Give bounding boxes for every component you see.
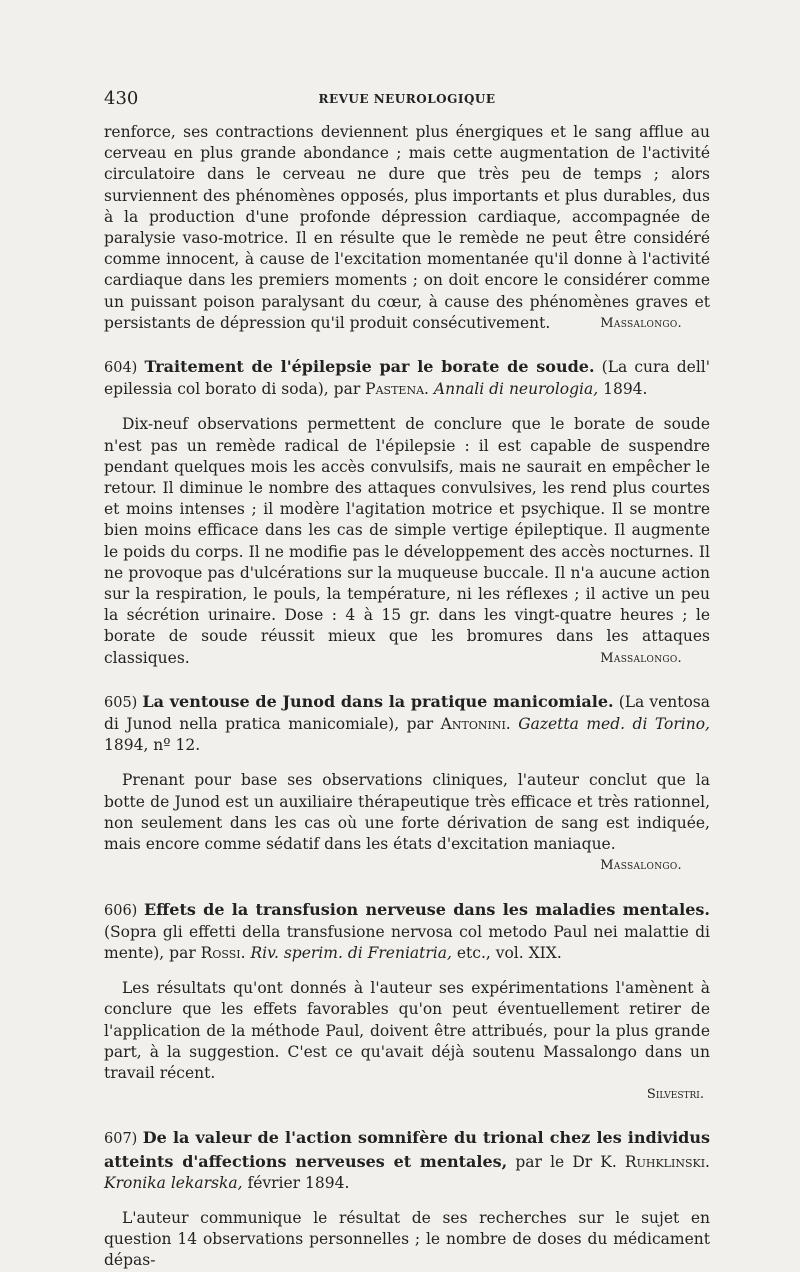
running-title: REVUE NEUROLOGIQUE	[318, 92, 496, 106]
entry-details: etc., vol. XIX.	[456, 943, 562, 962]
entry-original-title: (La ventosa di Junod nella pratica manicomiale), par	[104, 692, 710, 734]
entry-journal: Gazetta med. di Torino,	[518, 715, 710, 734]
abstract-entry	[104, 1127, 710, 1271]
entry-number: 605)	[104, 694, 138, 711]
continuation-text: renforce, ses contractions deviennent plus énergiques et le sang afflue au cerveau en plus grande abondance ; mais cette augmentation de l'activité circulatoire dans le cerveau ne dure que très peu de temps ; alors surviennent des phénomènes opposés, plus importants et plus durables, dus à la production d'une profonde dépression cardiaque, accompagnée de paralysie vaso-motrice. Il en résulte que le remède ne peut être considéré comme innocent, à cause de l'excitation momentanée qu'il donne à l'activité cardiaque dans les premiers moments ; on doit encore le considérer comme un puissant poison paralysant du cœur, à cause des phénomènes graves et persistants de dépression qu'il produit consécutivement.	[104, 123, 710, 332]
signature: Massalongo.	[600, 315, 682, 331]
continuation-paragraph	[104, 122, 710, 334]
entry-details: février 1894.	[247, 1173, 350, 1192]
entry-title: Traitement de l'épilepsie par le borate de soude.	[144, 357, 595, 377]
entry-heading	[104, 899, 710, 965]
entry-body-text: Prenant pour base ses observations cliniques, l'auteur conclut que la botte de Junod est un auxiliaire thérapeutique très efficace et très rationnel, non seulement dans les cas où une forte dérivation de sang est indiquée, mais encore comme sédatif dans les états d'excitation maniaque.	[104, 771, 710, 854]
entry-journal: Riv. sperim. di Freniatria,	[250, 943, 452, 962]
entry-original-title: par le Dr K.	[515, 1152, 617, 1171]
entry-body	[104, 770, 710, 874]
signature: Massalongo.	[600, 650, 682, 666]
entry-author: Antonini.	[440, 715, 511, 734]
entry-author: Pastena.	[365, 380, 429, 399]
entry-body	[104, 414, 710, 668]
entry-heading	[104, 691, 710, 757]
abstract-entry	[104, 356, 710, 669]
abstract-entry	[104, 899, 710, 1106]
entry-title: De la valeur de l'action somnifère du trional chez les individus atteints d'affections nerveuses et mentales,	[104, 1128, 710, 1171]
signature: Massalongo.	[600, 858, 682, 874]
entry-body	[104, 1208, 710, 1272]
entry-number: 604)	[104, 360, 138, 377]
entry-heading	[104, 356, 710, 400]
entry-number: 606)	[104, 902, 138, 919]
entry-title: Effets de la transfusion nerveuse dans les maladies mentales.	[143, 899, 711, 919]
entry-journal: Annali di neurologia,	[433, 380, 599, 399]
entry-details: 1894.	[603, 380, 648, 399]
entry-original-title: (Sopra gli effetti della transfusione nervosa col metodo Paul nei malattie di mente), par	[104, 922, 710, 962]
entry-author: Ruhklinski.	[624, 1152, 710, 1171]
entry-body-text: Dix-neuf observations permettent de conclure que le borate de soude n'est pas un remède radical de l'épilepsie : il est capable de suspendre pendant quelques mois les accès convulsifs, mais ne saurait en empêcher le retour. Il diminue le nombre des attaques convulsives, les rend plus courtes et moins intenses ; il modère l'agitation motrice et psychique. Il se montre bien moins efficace dans les cas de simple vertige épileptique. Il augmente le poids du corps. Il ne modifie pas le développement des accès nocturnes. Il ne provoque pas d'ulcérations sur la muqueuse buccale. Il n'a aucune action sur la respiration, le pouls, la température, ni les réflexes ; il active un peu la sécrétion urinaire. Dose : 4 à 15 gr. dans les vingt-quatre heures ; le borate de soude réussit mieux que les bromures dans les attaques classiques.	[104, 415, 710, 667]
entry-body	[104, 978, 710, 1084]
entry-body-text: Les résultats qu'ont donnés à l'auteur ses expérimentations l'amènent à conclure que les effets favorables qu'on peut éventuellement retirer de l'application de la méthode Paul, doivent être attribués, pour la plus grande part, à la suggestion. C'est ce qu'avait déjà soutenu Massalongo dans un travail récent.	[104, 979, 710, 1082]
entry-heading	[104, 1127, 710, 1194]
page-header	[104, 88, 710, 112]
page-number: 430	[104, 88, 139, 109]
entry-original-title: (La cura dell' epilessia col borato di soda), par	[104, 358, 710, 399]
entry-journal: Kronika lekarska,	[104, 1173, 243, 1192]
signature: Silvestri.	[646, 1087, 704, 1103]
entry-details: 1894, nº 12.	[104, 736, 201, 755]
abstract-entry	[104, 691, 710, 877]
article-content	[104, 122, 710, 1272]
entry-title: La ventouse de Junod dans la pratique manicomiale.	[142, 691, 614, 711]
entry-author: Rossi.	[200, 943, 246, 962]
entry-number: 607)	[104, 1131, 138, 1148]
entry-body-text: L'auteur communique le résultat de ses recherches sur le sujet en question 14 observations personnelles ; le nombre de doses du médicament dépas-	[104, 1208, 710, 1270]
